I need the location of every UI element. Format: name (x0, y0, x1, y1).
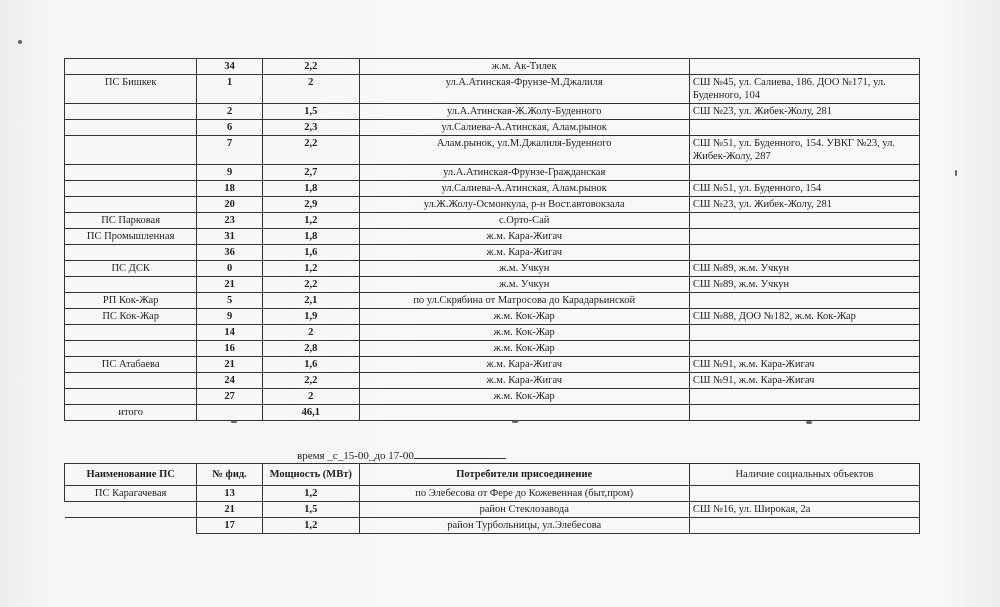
cell-social-objects: СШ №89, ж.м. Учкун (689, 261, 919, 277)
cell-consumers: район Стеклозавода (359, 502, 689, 518)
cell-feeder-no: 16 (197, 341, 263, 357)
cell-feeder-no: 21 (197, 277, 263, 293)
cell-social-objects: СШ №16, ул. Широкая, 2а (689, 502, 919, 518)
cell-feeder-no: 0 (197, 261, 263, 277)
table-row (65, 518, 920, 534)
cell-feeder-no: 23 (197, 213, 263, 229)
cell-social-objects: СШ №89, ж.м. Учкун (689, 277, 919, 293)
scan-speck (955, 170, 957, 176)
cell-power: 2,2 (262, 59, 359, 75)
cell-social-objects (689, 325, 919, 341)
cell-power: 1,2 (262, 486, 359, 502)
cell-social-objects (689, 229, 919, 245)
table-row (65, 245, 920, 261)
cell-social-objects: СШ №88, ДОО №182, ж.м. Кок-Жар (689, 309, 919, 325)
table-row (65, 309, 920, 325)
outage-table-1 (64, 58, 920, 421)
cell-feeder-no: 24 (197, 373, 263, 389)
cell-consumers: район Турбольницы, ул.Элебесова (359, 518, 689, 534)
cell-feeder-no: 5 (197, 293, 263, 309)
cell-social-objects (689, 518, 919, 534)
cell-feeder-no: 1 (197, 75, 263, 104)
scan-speck (231, 420, 237, 423)
cell-consumers: ж.м. Кара-Жигач (359, 357, 689, 373)
cell-consumers: с.Орто-Сай (359, 213, 689, 229)
cell-consumers: ж.м. Учкун (359, 277, 689, 293)
cell-power: 1,8 (262, 181, 359, 197)
cell-ps-name (65, 59, 197, 75)
cell-ps-name (65, 104, 197, 120)
header-feeder-no: № фид. (197, 464, 263, 486)
cell-social-objects: СШ №51, ул. Буденного, 154. УВКГ №23, ул. Жибек-Жолу, 287 (689, 136, 919, 165)
cell-ps-name: ПС Парковая (65, 213, 197, 229)
total-row (65, 405, 920, 421)
cell-power: 2 (262, 389, 359, 405)
scan-speck (18, 40, 22, 44)
cell-feeder-no: 20 (197, 197, 263, 213)
cell-social-objects: СШ №91, ж.м. Кара-Жигач (689, 357, 919, 373)
cell-social-objects (689, 341, 919, 357)
cell-feeder-no: 27 (197, 389, 263, 405)
cell-power: 1,9 (262, 309, 359, 325)
table-row (65, 197, 920, 213)
cell-consumers: ж.м. Учкун (359, 261, 689, 277)
table-row (65, 136, 920, 165)
cell-consumers: по ул.Скрябина от Матросова до Карадарьинской (359, 293, 689, 309)
cell-consumers: ж.м. Кок-Жар (359, 389, 689, 405)
cell-ps-name (65, 389, 197, 405)
cell-power: 1,5 (262, 104, 359, 120)
underline-blank (414, 447, 506, 459)
table-row (65, 502, 920, 518)
cell-power: 2,2 (262, 136, 359, 165)
cell-ps-name: ПС Кок-Жар (65, 309, 197, 325)
cell-feeder-no: 9 (197, 165, 263, 181)
table-row (65, 104, 920, 120)
cell-consumers: ж.м. Кара-Жигач (359, 373, 689, 389)
cell-social-objects: СШ №23, ул. Жибек-Жолу, 281 (689, 197, 919, 213)
scan-speck (806, 421, 812, 424)
cell-consumers: ул.Ж.Жолу-Осмонкула, р-н Вост.автовокзала (359, 197, 689, 213)
cell-ps-name (65, 120, 197, 136)
cell-feeder-no: 21 (197, 357, 263, 373)
cell-power: 2,8 (262, 341, 359, 357)
table-row (65, 261, 920, 277)
cell-ps-name (65, 373, 197, 389)
table-row (65, 277, 920, 293)
cell-social-objects: СШ №23, ул. Жибек-Жолу, 281 (689, 104, 919, 120)
cell-feeder-no: 17 (197, 518, 263, 534)
cell-feeder-no: 7 (197, 136, 263, 165)
cell-social-objects (689, 165, 919, 181)
cell-power: 2,1 (262, 293, 359, 309)
table-row (65, 59, 920, 75)
cell-consumers: ж.м. Кок-Жар (359, 309, 689, 325)
cell-social-objects (689, 486, 919, 502)
total-label: итого (65, 405, 197, 421)
cell-power: 1,2 (262, 213, 359, 229)
cell-ps-name (65, 502, 197, 518)
cell-power: 1,5 (262, 502, 359, 518)
table-row (65, 341, 920, 357)
table-row (65, 120, 920, 136)
table2-header-row (65, 464, 920, 486)
cell-social-objects (689, 245, 919, 261)
cell-power: 2 (262, 325, 359, 341)
cell-power: 2,9 (262, 197, 359, 213)
cell-ps-name: ПС Карагачевая (65, 486, 197, 502)
table-row (65, 486, 920, 502)
cell-feeder-no: 21 (197, 502, 263, 518)
cell-power: 1,6 (262, 357, 359, 373)
cell-consumers: по Элебесова от Фере до Кожевенная (быт,пром) (359, 486, 689, 502)
cell-social-objects: СШ №91, ж.м. Кара-Жигач (689, 373, 919, 389)
table-row (65, 357, 920, 373)
cell-ps-name (65, 518, 197, 534)
cell-social-objects (689, 213, 919, 229)
cell-feeder-no: 13 (197, 486, 263, 502)
cell-power: 1,2 (262, 261, 359, 277)
cell-ps-name (65, 277, 197, 293)
cell-consumers: ж.м. Кок-Жар (359, 341, 689, 357)
cell-ps-name: ПС ДСК (65, 261, 197, 277)
cell-feeder-no: 14 (197, 325, 263, 341)
cell-feeder-no: 18 (197, 181, 263, 197)
cell-social-objects (689, 120, 919, 136)
cell-ps-name (65, 136, 197, 165)
time-range-label (297, 447, 506, 462)
cell-ps-name (65, 341, 197, 357)
cell-ps-name (65, 245, 197, 261)
cell-ps-name: ПС Бишкек (65, 75, 197, 104)
header-power: Мощность (МВт) (262, 464, 359, 486)
table-row (65, 213, 920, 229)
cell-feeder-no: 31 (197, 229, 263, 245)
cell-power: 1,8 (262, 229, 359, 245)
cell-social-objects (689, 59, 919, 75)
header-social-objects: Наличие социальных объектов (689, 464, 919, 486)
cell-power: 2,3 (262, 120, 359, 136)
cell-ps-name (65, 181, 197, 197)
table-row (65, 293, 920, 309)
table-row (65, 181, 920, 197)
cell-consumers: ул.А.Атинская-Фрунзе-М.Джалиля (359, 75, 689, 104)
cell-feeder-no: 36 (197, 245, 263, 261)
cell-ps-name (65, 325, 197, 341)
time-range-text: время _с_15-00_до 17-00 (297, 450, 414, 462)
table-row (65, 373, 920, 389)
outage-table-2 (64, 463, 920, 534)
cell-feeder-no: 6 (197, 120, 263, 136)
cell-social-objects: СШ №45, ул. Салиева, 186. ДОО №171, ул. Буденного, 104 (689, 75, 919, 104)
cell-ps-name: РП Кок-Жар (65, 293, 197, 309)
empty-cell (197, 405, 263, 421)
cell-social-objects (689, 293, 919, 309)
cell-power: 1,6 (262, 245, 359, 261)
cell-feeder-no: 2 (197, 104, 263, 120)
cell-feeder-no: 9 (197, 309, 263, 325)
header-consumers: Потребители присоединение (359, 464, 689, 486)
cell-social-objects: СШ №51, ул. Буденного, 154 (689, 181, 919, 197)
cell-ps-name: ПС Промышленная (65, 229, 197, 245)
table-row (65, 325, 920, 341)
empty-cell (689, 405, 919, 421)
cell-consumers: ж.м. Кара-Жигач (359, 245, 689, 261)
cell-consumers: ул.А.Атинская-Фрунзе-Гражданская (359, 165, 689, 181)
cell-consumers: ул.Салиева-А.Атинская, Алам.рынок (359, 181, 689, 197)
cell-consumers: ж.м. Кок-Жар (359, 325, 689, 341)
table-row (65, 229, 920, 245)
cell-ps-name (65, 165, 197, 181)
cell-consumers: ул.А.Атинская-Ж.Жолу-Буденного (359, 104, 689, 120)
cell-ps-name: ПС Атабаева (65, 357, 197, 373)
table-row (65, 389, 920, 405)
cell-power: 2,2 (262, 277, 359, 293)
cell-power: 2,7 (262, 165, 359, 181)
table-row (65, 165, 920, 181)
header-ps-name: Наименование ПС (65, 464, 197, 486)
cell-social-objects (689, 389, 919, 405)
cell-consumers: ул.Салиева-А.Атинская, Алам.рынок (359, 120, 689, 136)
scan-speck (512, 420, 518, 423)
table-row (65, 75, 920, 104)
cell-power: 1,2 (262, 518, 359, 534)
cell-ps-name (65, 197, 197, 213)
cell-power: 2 (262, 75, 359, 104)
total-value: 46,1 (262, 405, 359, 421)
empty-cell (359, 405, 689, 421)
cell-consumers: ж.м. Ак-Тилек (359, 59, 689, 75)
cell-consumers: ж.м. Кара-Жигач (359, 229, 689, 245)
cell-feeder-no: 34 (197, 59, 263, 75)
cell-consumers: Алам.рынок, ул.М.Джалиля-Буденного (359, 136, 689, 165)
cell-power: 2,2 (262, 373, 359, 389)
